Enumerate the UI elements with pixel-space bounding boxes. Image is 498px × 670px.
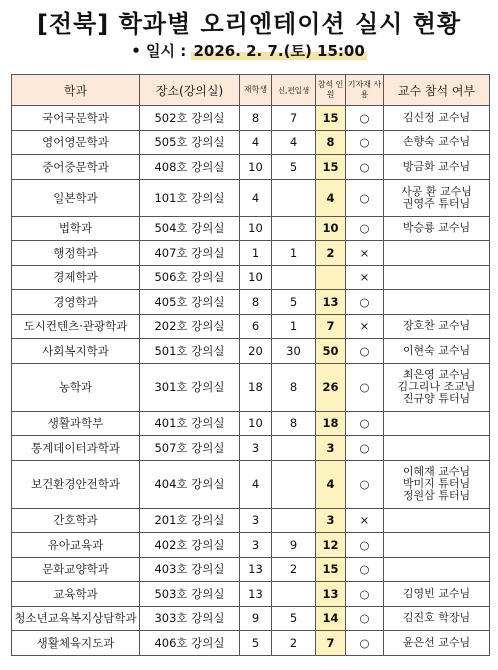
header-row bbox=[12, 75, 490, 106]
new-students-cell: 30 bbox=[272, 339, 316, 364]
room-cell: 301호 강의실 bbox=[140, 363, 240, 411]
equipment-cell: ○ bbox=[346, 339, 384, 364]
enrolled-cell: 4 bbox=[240, 179, 272, 216]
professor-name: 박미지 튜터님 bbox=[402, 477, 471, 490]
table-row bbox=[12, 130, 490, 155]
enrolled-cell: 10 bbox=[240, 216, 272, 241]
room-cell: 303호 강의실 bbox=[140, 606, 240, 631]
new-students-cell: 8 bbox=[272, 363, 316, 411]
room-cell: 503호 강의실 bbox=[140, 582, 240, 607]
new-students-cell: 9 bbox=[272, 533, 316, 558]
equipment-cell: × bbox=[346, 241, 384, 266]
room-cell: 506호 강의실 bbox=[140, 265, 240, 290]
new-students-cell bbox=[272, 508, 316, 533]
table-row bbox=[12, 216, 490, 241]
room-cell: 507호 강의실 bbox=[140, 436, 240, 461]
professor-name: 김영빈 교수님 bbox=[402, 586, 471, 600]
page-title: [전북] 학과별 오리엔테이션 실시 현황 bbox=[36, 10, 462, 38]
total-cell: 14 bbox=[316, 606, 346, 631]
professor-name: 김신정 교수님 bbox=[402, 110, 471, 124]
enrolled-cell: 10 bbox=[240, 411, 272, 436]
enrolled-cell: 8 bbox=[240, 290, 272, 315]
equipment-cell: ○ bbox=[346, 290, 384, 315]
dept-cell: 보건환경안전학과 bbox=[12, 460, 140, 508]
total-cell: 13 bbox=[316, 290, 346, 315]
room-cell: 401호 강의실 bbox=[140, 411, 240, 436]
equipment-cell: ○ bbox=[346, 155, 384, 180]
table-row bbox=[12, 533, 490, 558]
total-cell: 15 bbox=[316, 557, 346, 582]
room-cell: 502호 강의실 bbox=[140, 106, 240, 131]
professor-name: 사공 환 교수님 bbox=[401, 184, 472, 198]
table-row bbox=[12, 155, 490, 180]
enrolled-cell: 13 bbox=[240, 582, 272, 607]
professor-name: 방금화 교수님 bbox=[402, 159, 471, 173]
enrolled-cell: 6 bbox=[240, 314, 272, 339]
table-row bbox=[12, 557, 490, 582]
professor-name: 정원삼 튜터님 bbox=[402, 489, 471, 502]
dept-cell: 중어중문학과 bbox=[12, 155, 140, 180]
professor-name: 권영주 튜터님 bbox=[402, 196, 471, 210]
dept-cell: 청소년교육복지상담학과 bbox=[12, 606, 140, 631]
professor-cell bbox=[384, 436, 490, 461]
room-cell: 402호 강의실 bbox=[140, 533, 240, 558]
enrolled-cell: 18 bbox=[240, 363, 272, 411]
total-cell: 26 bbox=[316, 363, 346, 411]
professor-cell bbox=[384, 460, 490, 508]
enrolled-cell: 3 bbox=[240, 508, 272, 533]
professor-cell bbox=[384, 130, 490, 155]
dept-cell: 사회복지학과 bbox=[12, 339, 140, 364]
professor-name: 김진호 학장님 bbox=[402, 611, 471, 625]
table-row bbox=[12, 363, 490, 411]
total-cell: 2 bbox=[316, 241, 346, 266]
dept-cell: 통계데이터과학과 bbox=[12, 436, 140, 461]
dept-cell: 간호학과 bbox=[12, 508, 140, 533]
professor-name: 손향숙 교수님 bbox=[402, 135, 471, 149]
enrolled-cell: 10 bbox=[240, 155, 272, 180]
bullet: • bbox=[131, 42, 141, 60]
professor-cell bbox=[384, 557, 490, 582]
professor-cell bbox=[384, 155, 490, 180]
table-row bbox=[12, 508, 490, 533]
new-students-cell: 4 bbox=[272, 130, 316, 155]
professor-cell bbox=[384, 339, 490, 364]
dept-cell: 영어영문학과 bbox=[12, 130, 140, 155]
professor-name: 이혜재 교수님 bbox=[402, 465, 471, 478]
dept-cell: 농학과 bbox=[12, 363, 140, 411]
new-students-cell bbox=[272, 436, 316, 461]
room-cell: 408호 강의실 bbox=[140, 155, 240, 180]
room-cell: 501호 강의실 bbox=[140, 339, 240, 364]
enrolled-cell: 13 bbox=[240, 557, 272, 582]
header-enrolled: 재학생 bbox=[240, 75, 272, 106]
enrolled-cell: 1 bbox=[240, 241, 272, 266]
new-students-cell bbox=[272, 216, 316, 241]
room-cell: 405호 강의실 bbox=[140, 290, 240, 315]
equipment-cell: ○ bbox=[346, 582, 384, 607]
total-cell: 15 bbox=[316, 155, 346, 180]
professor-cell bbox=[384, 216, 490, 241]
new-students-cell: 7 bbox=[272, 106, 316, 131]
professor-cell bbox=[384, 363, 490, 411]
equipment-cell: ○ bbox=[346, 179, 384, 216]
header-equipment: 기자재 사용 bbox=[346, 75, 384, 106]
new-students-cell bbox=[272, 179, 316, 216]
header-room: 장소(강의실) bbox=[140, 75, 240, 106]
professor-name: 이현숙 교수님 bbox=[402, 343, 471, 357]
total-cell: 8 bbox=[316, 130, 346, 155]
equipment-cell: ○ bbox=[346, 411, 384, 436]
enrolled-cell: 3 bbox=[240, 436, 272, 461]
professor-cell bbox=[384, 411, 490, 436]
table-row bbox=[12, 436, 490, 461]
datetime-label: 일시 : bbox=[146, 42, 187, 60]
table-row bbox=[12, 411, 490, 436]
professor-cell bbox=[384, 290, 490, 315]
professor-cell bbox=[384, 508, 490, 533]
table-row bbox=[12, 460, 490, 508]
table-row bbox=[12, 179, 490, 216]
room-cell: 403호 강의실 bbox=[140, 557, 240, 582]
professor-name: 최은영 교수님 bbox=[402, 368, 471, 381]
room-cell: 505호 강의실 bbox=[140, 130, 240, 155]
equipment-cell: ○ bbox=[346, 557, 384, 582]
table-body bbox=[12, 106, 490, 656]
dept-cell: 행정학과 bbox=[12, 241, 140, 266]
dept-cell: 유아교육과 bbox=[12, 533, 140, 558]
room-cell: 202호 강의실 bbox=[140, 314, 240, 339]
table-row bbox=[12, 606, 490, 631]
enrolled-cell: 4 bbox=[240, 130, 272, 155]
professor-name: 진규양 튜터님 bbox=[402, 392, 471, 405]
professor-cell bbox=[384, 106, 490, 131]
enrolled-cell: 9 bbox=[240, 606, 272, 631]
room-cell: 101호 강의실 bbox=[140, 179, 240, 216]
total-cell: 3 bbox=[316, 436, 346, 461]
new-students-cell: 8 bbox=[272, 411, 316, 436]
enrolled-cell: 3 bbox=[240, 533, 272, 558]
equipment-cell: ○ bbox=[346, 460, 384, 508]
table-row bbox=[12, 106, 490, 131]
enrolled-cell: 4 bbox=[240, 460, 272, 508]
equipment-cell: ○ bbox=[346, 533, 384, 558]
new-students-cell bbox=[272, 265, 316, 290]
new-students-cell: 1 bbox=[272, 241, 316, 266]
equipment-cell: ○ bbox=[346, 130, 384, 155]
dept-cell: 문화교양학과 bbox=[12, 557, 140, 582]
dept-cell: 교육학과 bbox=[12, 582, 140, 607]
total-cell bbox=[316, 265, 346, 290]
room-cell: 407호 강의실 bbox=[140, 241, 240, 266]
dept-cell: 경영학과 bbox=[12, 290, 140, 315]
table-row bbox=[12, 631, 490, 656]
total-cell: 4 bbox=[316, 179, 346, 216]
enrolled-cell: 10 bbox=[240, 265, 272, 290]
header-dept: 학과 bbox=[12, 75, 140, 106]
total-cell: 15 bbox=[316, 106, 346, 131]
room-cell: 201호 강의실 bbox=[140, 508, 240, 533]
dept-cell: 경제학과 bbox=[12, 265, 140, 290]
professor-cell bbox=[384, 179, 490, 216]
professor-name: 윤은선 교수님 bbox=[402, 635, 471, 649]
equipment-cell: × bbox=[346, 265, 384, 290]
orientation-table bbox=[11, 74, 490, 656]
new-students-cell: 5 bbox=[272, 606, 316, 631]
equipment-cell: ○ bbox=[346, 436, 384, 461]
dept-cell: 국어국문학과 bbox=[12, 106, 140, 131]
dept-cell: 도시컨텐츠·관광학과 bbox=[12, 314, 140, 339]
equipment-cell: ○ bbox=[346, 631, 384, 656]
total-cell: 12 bbox=[316, 533, 346, 558]
professor-cell bbox=[384, 265, 490, 290]
total-cell: 13 bbox=[316, 582, 346, 607]
table-row bbox=[12, 241, 490, 266]
event-datetime bbox=[0, 40, 498, 61]
total-cell: 4 bbox=[316, 460, 346, 508]
enrolled-cell: 5 bbox=[240, 631, 272, 656]
header-total: 참석 인원 bbox=[316, 75, 346, 106]
new-students-cell: 2 bbox=[272, 557, 316, 582]
table-row bbox=[12, 265, 490, 290]
professor-cell bbox=[384, 241, 490, 266]
new-students-cell: 1 bbox=[272, 314, 316, 339]
professor-cell bbox=[384, 314, 490, 339]
new-students-cell: 2 bbox=[272, 631, 316, 656]
enrolled-cell: 8 bbox=[240, 106, 272, 131]
professor-name: 장호찬 교수님 bbox=[402, 319, 471, 333]
total-cell: 10 bbox=[316, 216, 346, 241]
dept-cell: 생활과학부 bbox=[12, 411, 140, 436]
dept-cell: 생활체육지도과 bbox=[12, 631, 140, 656]
new-students-cell: 5 bbox=[272, 155, 316, 180]
new-students-cell bbox=[272, 460, 316, 508]
professor-name: 김그리나 조교님 bbox=[397, 380, 476, 393]
equipment-cell: × bbox=[346, 508, 384, 533]
equipment-cell: ○ bbox=[346, 106, 384, 131]
professor-cell bbox=[384, 606, 490, 631]
new-students-cell bbox=[272, 582, 316, 607]
equipment-cell: × bbox=[346, 314, 384, 339]
dept-cell: 법학과 bbox=[12, 216, 140, 241]
professor-cell bbox=[384, 582, 490, 607]
new-students-cell: 5 bbox=[272, 290, 316, 315]
table-row bbox=[12, 582, 490, 607]
room-cell: 404호 강의실 bbox=[140, 460, 240, 508]
total-cell: 50 bbox=[316, 339, 346, 364]
room-cell: 504호 강의실 bbox=[140, 216, 240, 241]
total-cell: 7 bbox=[316, 314, 346, 339]
total-cell: 7 bbox=[316, 631, 346, 656]
header-new: 신,편입생 bbox=[272, 75, 316, 106]
table-row bbox=[12, 314, 490, 339]
equipment-cell: ○ bbox=[346, 216, 384, 241]
enrolled-cell: 20 bbox=[240, 339, 272, 364]
total-cell: 18 bbox=[316, 411, 346, 436]
equipment-cell: ○ bbox=[346, 363, 384, 411]
equipment-cell: ○ bbox=[346, 606, 384, 631]
datetime-value: 2026. 2. 7.(토) 15:00 bbox=[193, 42, 365, 60]
total-cell: 3 bbox=[316, 508, 346, 533]
professor-cell bbox=[384, 631, 490, 656]
dept-cell: 일본학과 bbox=[12, 179, 140, 216]
professor-name: 박승룡 교수님 bbox=[402, 221, 471, 235]
room-cell: 406호 강의실 bbox=[140, 631, 240, 656]
header-professor: 교수 참석 여부 bbox=[384, 75, 490, 106]
professor-cell bbox=[384, 533, 490, 558]
table-row bbox=[12, 339, 490, 364]
table-row bbox=[12, 290, 490, 315]
